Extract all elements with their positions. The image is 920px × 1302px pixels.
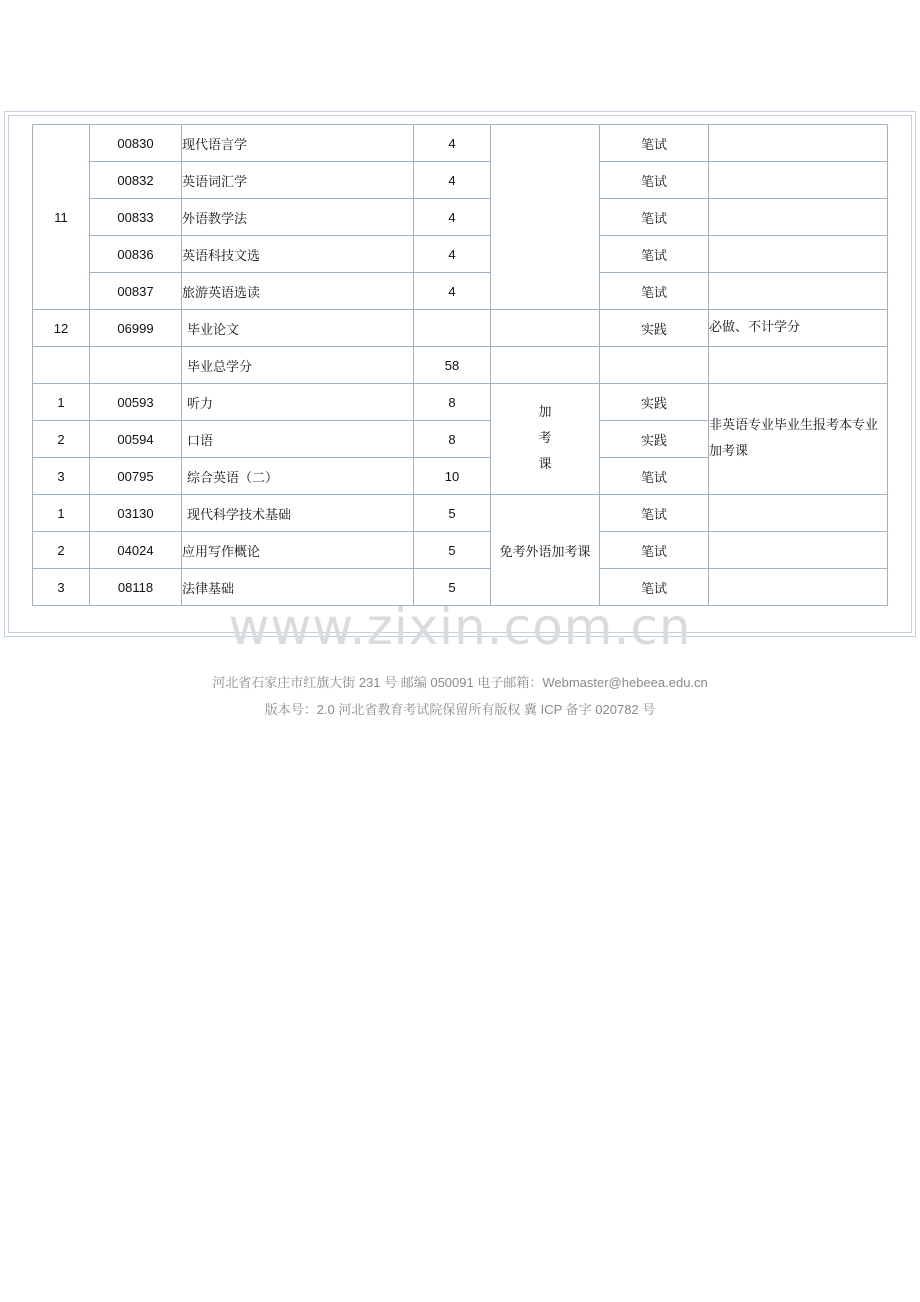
- extra-exam-note-cell: 非英语专业毕业生报考本专业加考课: [709, 384, 888, 495]
- course-name-cell: 现代语言学: [182, 125, 414, 162]
- credit-cell: [414, 310, 491, 347]
- footer-copyright: 版本号：2.0 河北省教育考试院保留所有版权 冀 ICP 备字 020782 号: [264, 702, 656, 717]
- course-name-cell: 听力: [182, 384, 414, 421]
- note-cell: [709, 199, 888, 236]
- table-row: [33, 310, 888, 347]
- course-name-cell: 旅游英语选读: [182, 273, 414, 310]
- code-cell: 00830: [90, 125, 182, 162]
- credit-cell: 5: [414, 532, 491, 569]
- code-cell: 08118: [90, 569, 182, 606]
- credit-cell: 4: [414, 236, 491, 273]
- code-cell: 00833: [90, 199, 182, 236]
- exam-method-cell: [600, 347, 709, 384]
- table-row: [33, 384, 888, 421]
- note-cell: [709, 495, 888, 532]
- table-row: [33, 125, 888, 162]
- exam-method-cell: 实践: [600, 384, 709, 421]
- course-name-cell: 应用写作概论: [182, 532, 414, 569]
- credit-cell: 10: [414, 458, 491, 495]
- course-name-cell: 法律基础: [182, 569, 414, 606]
- course-table: [32, 124, 888, 606]
- course-name-cell: 口语: [182, 421, 414, 458]
- seq-cell: [33, 347, 90, 384]
- note-cell: [709, 236, 888, 273]
- note-cell: [709, 347, 888, 384]
- seq-cell: 1: [33, 495, 90, 532]
- table-row: [33, 532, 888, 569]
- credit-cell: 4: [414, 273, 491, 310]
- credit-cell: 5: [414, 569, 491, 606]
- code-cell: [90, 347, 182, 384]
- seq-cell: 3: [33, 569, 90, 606]
- group-cell: [491, 347, 600, 384]
- code-cell: 00832: [90, 162, 182, 199]
- seq-cell: 2: [33, 532, 90, 569]
- total-credits-value: 58: [414, 347, 491, 384]
- seq-cell: 2: [33, 421, 90, 458]
- code-cell: 00795: [90, 458, 182, 495]
- seq-cell: 12: [33, 310, 90, 347]
- table-row: [33, 236, 888, 273]
- table-row: [33, 347, 888, 384]
- note-cell: [709, 162, 888, 199]
- course-name-cell: 外语教学法: [182, 199, 414, 236]
- table-row: [33, 199, 888, 236]
- course-name-cell: 现代科学技术基础: [182, 495, 414, 532]
- exam-method-cell: 笔试: [600, 458, 709, 495]
- exam-method-cell: 笔试: [600, 199, 709, 236]
- course-name-cell: 英语科技文选: [182, 236, 414, 273]
- note-cell: [709, 273, 888, 310]
- group-cell: [491, 310, 600, 347]
- code-cell: 06999: [90, 310, 182, 347]
- exam-method-cell: 笔试: [600, 532, 709, 569]
- credit-cell: 8: [414, 421, 491, 458]
- code-cell: 03130: [90, 495, 182, 532]
- exempt-group-cell: 免考外语加考课: [491, 495, 600, 606]
- footer-address: 河北省石家庄市红旗大街 231 号 邮编 050091 电子邮箱：Webmaster@hebeea.edu.cn: [212, 675, 708, 690]
- course-name-cell: 综合英语（二）: [182, 458, 414, 495]
- code-cell: 00836: [90, 236, 182, 273]
- seq-cell: 3: [33, 458, 90, 495]
- course-name-cell: 毕业论文: [182, 310, 414, 347]
- table-row: [33, 162, 888, 199]
- total-credits-label: 毕业总学分: [182, 347, 414, 384]
- exam-method-cell: 笔试: [600, 125, 709, 162]
- exam-method-cell: 笔试: [600, 273, 709, 310]
- credit-cell: 8: [414, 384, 491, 421]
- code-cell: 00593: [90, 384, 182, 421]
- extra-exam-group-label: 加考课: [538, 405, 552, 472]
- exam-method-cell: 笔试: [600, 162, 709, 199]
- credit-cell: 4: [414, 162, 491, 199]
- credit-cell: 4: [414, 125, 491, 162]
- exam-method-cell: 笔试: [600, 569, 709, 606]
- table-row: [33, 495, 888, 532]
- code-cell: 04024: [90, 532, 182, 569]
- note-cell: 必做、不计学分: [709, 310, 888, 347]
- code-cell: 00594: [90, 421, 182, 458]
- note-cell: [709, 125, 888, 162]
- watermark: www.zixin.com.cn: [228, 598, 692, 656]
- exam-method-cell: 实践: [600, 421, 709, 458]
- table-row: [33, 273, 888, 310]
- extra-exam-group-cell: [491, 384, 600, 495]
- group-cell: [491, 125, 600, 310]
- exam-method-cell: 笔试: [600, 495, 709, 532]
- code-cell: 00837: [90, 273, 182, 310]
- seq-cell: 1: [33, 384, 90, 421]
- credit-cell: 4: [414, 199, 491, 236]
- course-name-cell: 英语词汇学: [182, 162, 414, 199]
- exam-method-cell: 实践: [600, 310, 709, 347]
- seq-cell: 11: [33, 125, 90, 310]
- exam-method-cell: 笔试: [600, 236, 709, 273]
- note-cell: [709, 532, 888, 569]
- credit-cell: 5: [414, 495, 491, 532]
